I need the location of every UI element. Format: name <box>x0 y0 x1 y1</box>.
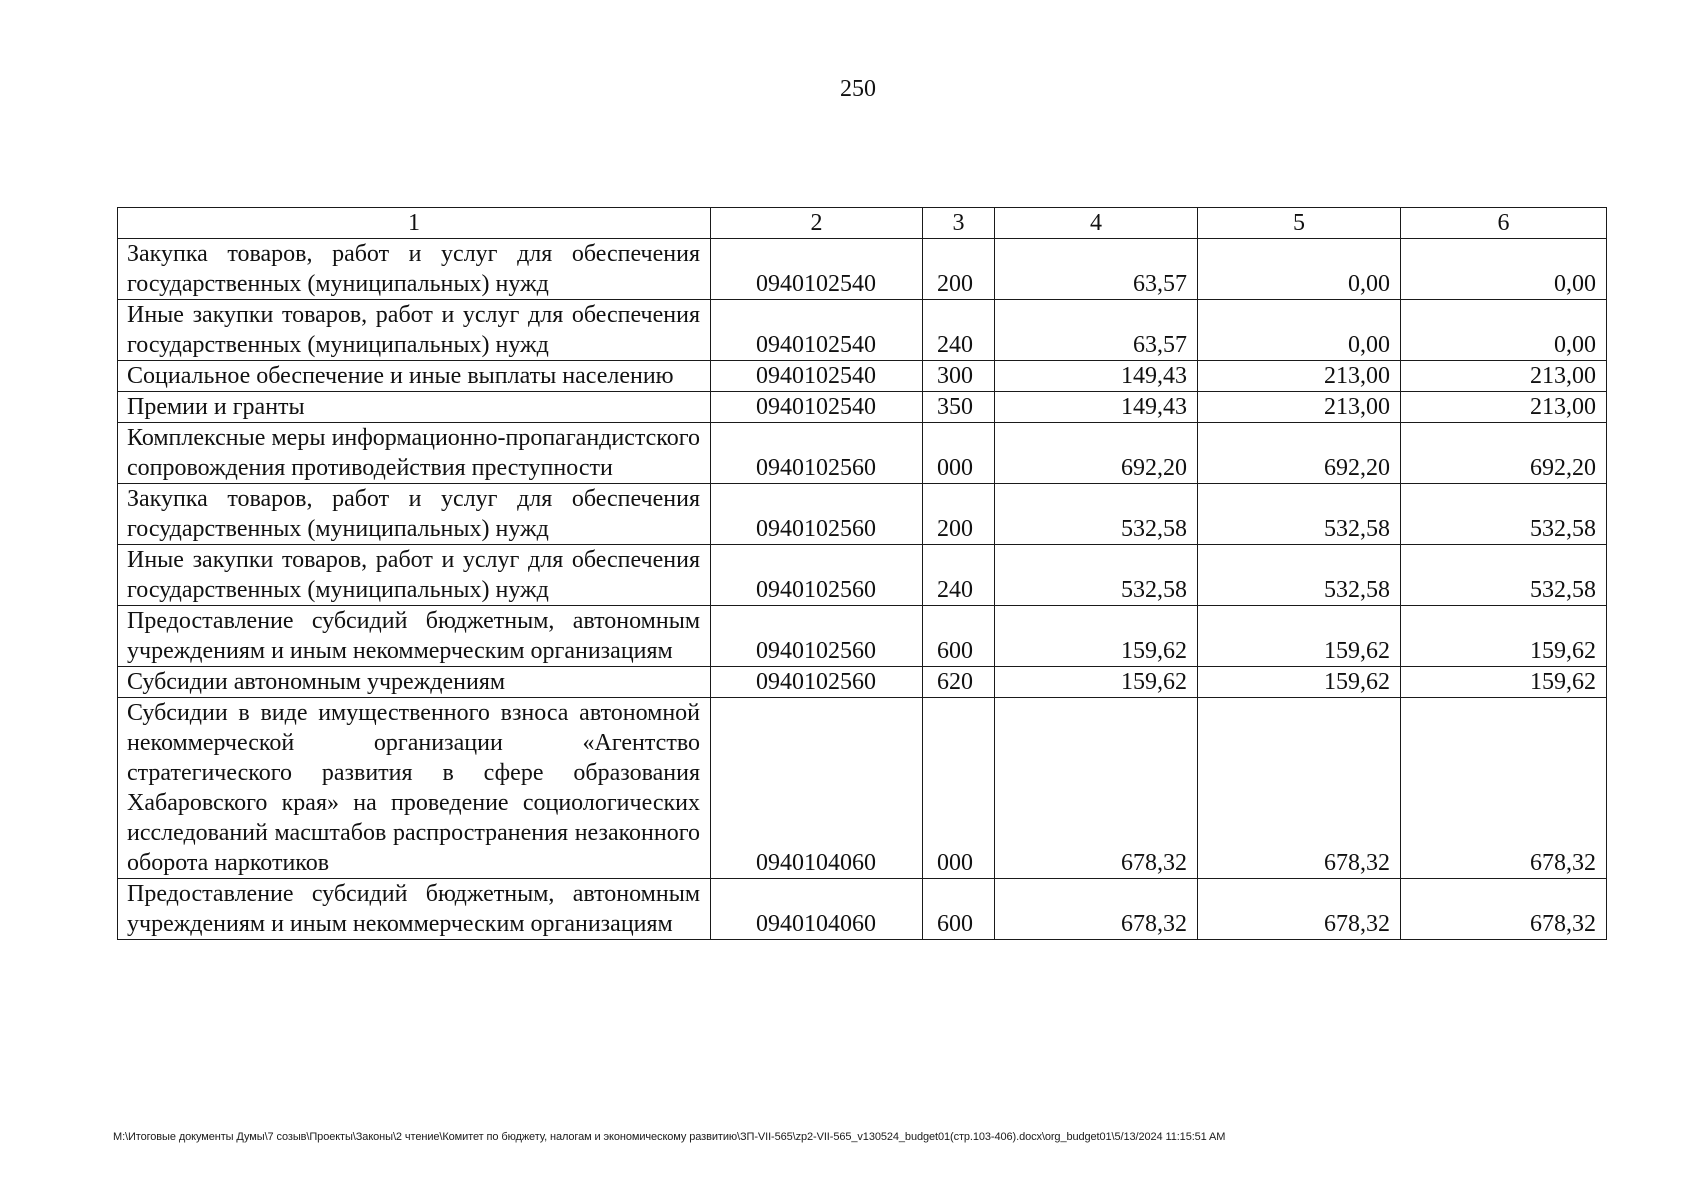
table-row <box>118 392 1607 423</box>
row-type-cell: 600 <box>923 606 995 667</box>
table-row <box>118 484 1607 545</box>
row-value-col6-cell: 159,62 <box>1401 606 1607 667</box>
row-code-cell: 0940102560 <box>711 423 923 484</box>
row-value-col5-cell: 532,58 <box>1198 545 1401 606</box>
row-value-col6-cell: 213,00 <box>1401 392 1607 423</box>
row-value-col5-cell: 159,62 <box>1198 667 1401 698</box>
row-name-cell: Закупка товаров, работ и услуг для обеспечения государственных (муниципальных) нужд <box>118 484 711 545</box>
row-name-cell: Премии и гранты <box>118 392 711 423</box>
header-cell-3: 3 <box>923 208 995 239</box>
table-row <box>118 545 1607 606</box>
page-number: 250 <box>840 76 876 102</box>
row-value-col4-cell: 149,43 <box>995 392 1198 423</box>
row-value-col4-cell: 159,62 <box>995 606 1198 667</box>
row-code-cell: 0940104060 <box>711 698 923 879</box>
row-type-cell: 200 <box>923 239 995 300</box>
row-value-col5-cell: 678,32 <box>1198 698 1401 879</box>
row-value-col4-cell: 532,58 <box>995 545 1198 606</box>
row-value-col4-cell: 678,32 <box>995 879 1198 940</box>
header-cell-4: 4 <box>995 208 1198 239</box>
row-type-cell: 000 <box>923 698 995 879</box>
header-cell-6: 6 <box>1401 208 1607 239</box>
row-name-cell: Иные закупки товаров, работ и услуг для обеспечения государственных (муниципальных) нужд <box>118 545 711 606</box>
row-value-col5-cell: 213,00 <box>1198 392 1401 423</box>
budget-table <box>117 207 1607 940</box>
footer-file-path: M:\Итоговые документы Думы\7 созыв\Проекты\Законы\2 чтение\Комитет по бюджету, налогам и экономическому развитию\ЗП-VII-565\zp2-VII-565_v130524_budget01(стр.103-406).docx\org_budget01\5/13/2024 11:15:51 AM <box>113 1131 1226 1143</box>
row-value-col4-cell: 63,57 <box>995 239 1198 300</box>
row-value-col4-cell: 678,32 <box>995 698 1198 879</box>
table-row <box>118 698 1607 879</box>
header-cell-1: 1 <box>118 208 711 239</box>
row-code-cell: 0940102560 <box>711 484 923 545</box>
table-row <box>118 606 1607 667</box>
row-value-col5-cell: 678,32 <box>1198 879 1401 940</box>
table-row <box>118 879 1607 940</box>
row-value-col6-cell: 532,58 <box>1401 484 1607 545</box>
table-row <box>118 667 1607 698</box>
table-row <box>118 423 1607 484</box>
row-value-col4-cell: 149,43 <box>995 361 1198 392</box>
row-value-col6-cell: 678,32 <box>1401 879 1607 940</box>
row-name-cell: Предоставление субсидий бюджетным, автономным учреждениям и иным некоммерческим организациям <box>118 606 711 667</box>
row-value-col5-cell: 692,20 <box>1198 423 1401 484</box>
row-type-cell: 300 <box>923 361 995 392</box>
row-value-col5-cell: 0,00 <box>1198 239 1401 300</box>
row-value-col6-cell: 0,00 <box>1401 300 1607 361</box>
row-code-cell: 0940102540 <box>711 361 923 392</box>
row-value-col4-cell: 532,58 <box>995 484 1198 545</box>
row-value-col4-cell: 692,20 <box>995 423 1198 484</box>
row-value-col6-cell: 213,00 <box>1401 361 1607 392</box>
row-code-cell: 0940102540 <box>711 300 923 361</box>
row-value-col6-cell: 678,32 <box>1401 698 1607 879</box>
header-cell-5: 5 <box>1198 208 1401 239</box>
row-value-col5-cell: 213,00 <box>1198 361 1401 392</box>
table-row <box>118 239 1607 300</box>
row-value-col4-cell: 159,62 <box>995 667 1198 698</box>
row-value-col4-cell: 63,57 <box>995 300 1198 361</box>
header-cell-2: 2 <box>711 208 923 239</box>
row-type-cell: 240 <box>923 300 995 361</box>
row-code-cell: 0940102560 <box>711 545 923 606</box>
row-value-col5-cell: 0,00 <box>1198 300 1401 361</box>
row-name-cell: Предоставление субсидий бюджетным, автономным учреждениям и иным некоммерческим организациям <box>118 879 711 940</box>
row-type-cell: 000 <box>923 423 995 484</box>
row-type-cell: 620 <box>923 667 995 698</box>
row-code-cell: 0940102560 <box>711 667 923 698</box>
row-type-cell: 600 <box>923 879 995 940</box>
row-name-cell: Субсидии в виде имущественного взноса автономной некоммерческой организации «Агентство стратегического развития в сфере образования Хабаровского края» на проведение социологических исследований масштабов распространения незаконного оборота наркотиков <box>118 698 711 879</box>
row-value-col6-cell: 159,62 <box>1401 667 1607 698</box>
row-type-cell: 350 <box>923 392 995 423</box>
row-value-col5-cell: 159,62 <box>1198 606 1401 667</box>
table-row <box>118 361 1607 392</box>
row-type-cell: 200 <box>923 484 995 545</box>
row-value-col5-cell: 532,58 <box>1198 484 1401 545</box>
row-code-cell: 0940102560 <box>711 606 923 667</box>
row-name-cell: Закупка товаров, работ и услуг для обеспечения государственных (муниципальных) нужд <box>118 239 711 300</box>
table-header-row <box>118 208 1607 239</box>
row-name-cell: Субсидии автономным учреждениям <box>118 667 711 698</box>
row-value-col6-cell: 532,58 <box>1401 545 1607 606</box>
row-name-cell: Социальное обеспечение и иные выплаты населению <box>118 361 711 392</box>
row-code-cell: 0940102540 <box>711 392 923 423</box>
row-code-cell: 0940104060 <box>711 879 923 940</box>
row-code-cell: 0940102540 <box>711 239 923 300</box>
row-name-cell: Комплексные меры информационно-пропагандистского сопровождения противодействия преступности <box>118 423 711 484</box>
row-name-cell: Иные закупки товаров, работ и услуг для обеспечения государственных (муниципальных) нужд <box>118 300 711 361</box>
row-type-cell: 240 <box>923 545 995 606</box>
row-value-col6-cell: 0,00 <box>1401 239 1607 300</box>
row-value-col6-cell: 692,20 <box>1401 423 1607 484</box>
table-row <box>118 300 1607 361</box>
